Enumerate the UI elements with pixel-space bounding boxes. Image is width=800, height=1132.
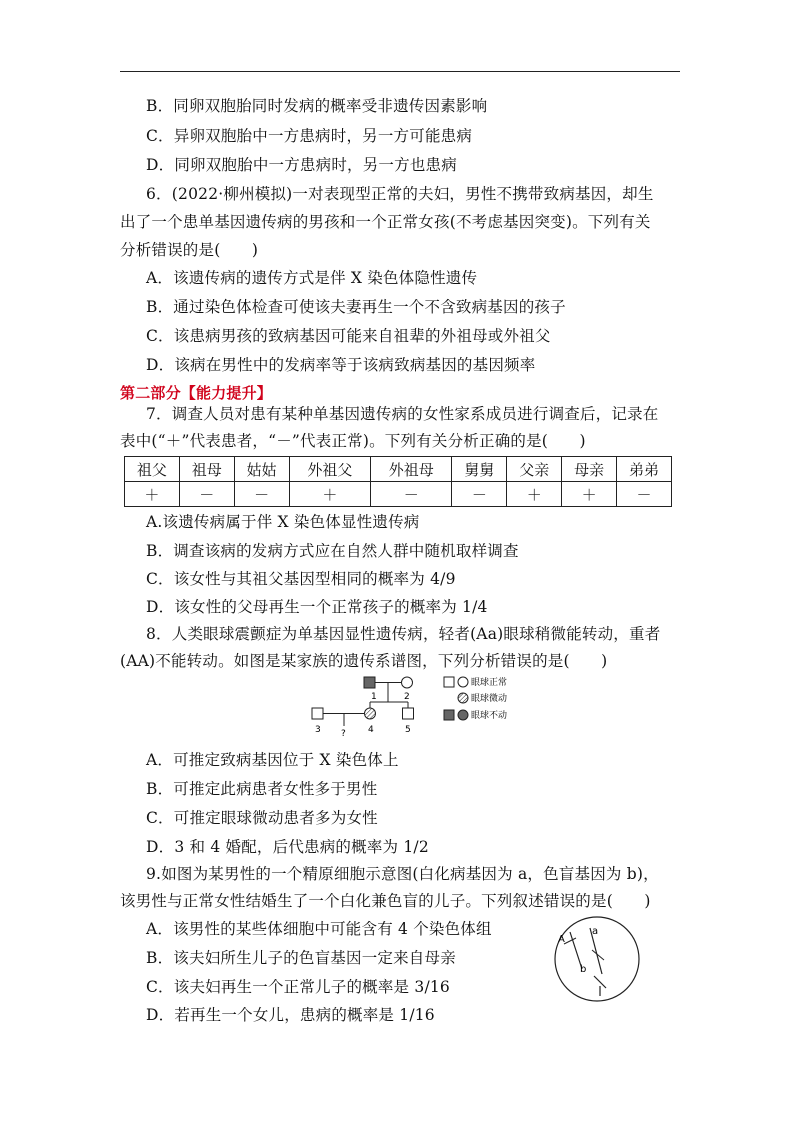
q7-option-c: C．该女性与其祖父基因型相同的概率为 4/9 [146,570,456,588]
table-header-cell: 祖父 [125,457,180,482]
pedigree-label-unknown: ? [341,729,346,738]
legend-slight-female [458,693,468,703]
q9-option-c: C．该夫妇再生一个正常儿子的概率是 3/16 [146,978,450,996]
table-cell: ＋ [125,482,180,507]
table-cell: ＋ [562,482,617,507]
pedigree-label-2: 2 [404,692,410,702]
q7-option-d: D．该女性的父母再生一个正常孩子的概率为 1/4 [146,598,488,616]
q6-stem-line: 出了一个患单基因遗传病的男孩和一个正常女孩(不考虑基因突变)。下列有关 [120,213,651,231]
q8-stem-line: 8．人类眼球震颤症为单基因显性遗传病，轻者(Aa)眼球稍微能转动，重者 [146,625,661,643]
legend-normal-female [458,677,468,687]
gene-label-a: a [592,926,599,937]
pedigree-figure [304,674,554,738]
q6-option-b: B．通过染色体检查可使该夫妻再生一个不含致病基因的孩子 [146,298,566,316]
table-header-cell: 祖母 [179,457,234,482]
gene-label-A: A [558,934,565,945]
table-header-cell: 姑姑 [234,457,289,482]
q9-option-d: D．若再生一个女儿，患病的概率是 1/16 [146,1006,435,1024]
header-rule [120,71,680,72]
pedigree-label-3: 3 [315,725,321,735]
table-header-cell: 母亲 [562,457,617,482]
table-cell: － [234,482,289,507]
q9-option-b: B．该夫妇所生儿子的色盲基因一定来自母亲 [146,949,456,967]
pedigree-male-normal-5 [403,708,414,719]
q9-option-a: A．该男性的某些体细胞中可能含有 4 个染色体组 [146,920,492,938]
pedigree-label-1: 1 [371,692,377,702]
q7-option-a: A.该遗传病属于伴 X 染色体显性遗传病 [146,513,420,531]
legend-normal-male [444,677,454,687]
pedigree-male-normal-3 [312,708,323,719]
legend-immobile-female [458,710,468,720]
table-cell: － [452,482,507,507]
q6-option-d: D．该病在男性中的发病率等于该病致病基因的基因频率 [146,356,536,374]
section-title: 第二部分【能力提升】 [120,384,273,402]
q6-stem-line: 分析错误的是( ) [120,241,259,259]
q9-stem-line: 9.如图为某男性的一个精原细胞示意图(白化病基因为 a，色盲基因为 b)， [146,865,659,883]
q8-stem-line: (AA)不能转动。如图是某家族的遗传系谱图，下列分析错误的是( ) [120,652,608,670]
gene-label-b: b [580,964,587,975]
pedigree-label-5: 5 [405,725,411,735]
table-cell: － [617,482,672,507]
table-cell: ＋ [289,482,370,507]
q6-stem-line: 6．(2022·柳州模拟)一对表现型正常的夫妇，男性不携带致病基因，却生 [146,185,654,203]
q8-option-d: D．3 和 4 婚配，后代患病的概率为 1/2 [146,838,429,856]
q5-option-c: C．异卵双胞胎中一方患病时，另一方可能患病 [146,127,473,145]
table-header-cell: 外祖母 [371,457,452,482]
q6-option-a: A．该遗传病的遗传方式是伴 X 染色体隐性遗传 [146,269,478,287]
legend-label-normal: 眼球正常 [471,678,508,688]
q5-option-b: B．同卵双胞胎同时发病的概率受非遗传因素影响 [146,97,488,115]
q6-option-c: C．该患病男孩的致病基因可能来自祖辈的外祖母或外祖父 [146,327,551,345]
table-cell: － [179,482,234,507]
q8-option-c: C．可推定眼球微动患者多为女性 [146,809,378,827]
q5-option-d: D．同卵双胞胎中一方患病时，另一方也患病 [146,156,457,174]
table-cell: ＋ [507,482,562,507]
legend-label-immobile: 眼球不动 [471,711,508,721]
table-row [125,482,672,507]
pedigree-label-4: 4 [368,725,374,735]
family-survey-table [124,456,672,507]
q7-stem-line: 7．调查人员对患有某种单基因遗传病的女性家系成员进行调查后，记录在 [146,405,659,423]
spermatogonium-figure [552,914,642,1004]
q9-stem-line: 该男性与正常女性结婚生了一个白化兼色盲的儿子。下列叙述错误的是( ) [120,892,651,910]
q7-option-b: B．调查该病的发病方式应在自然人群中随机取样调查 [146,542,519,560]
table-header-cell: 舅舅 [452,457,507,482]
legend-immobile-male [444,710,454,720]
table-header-cell: 外祖父 [289,457,370,482]
q8-option-a: A．可推定致病基因位于 X 染色体上 [146,751,399,769]
pedigree-male-affected-1 [364,677,375,688]
pedigree-female-normal-2 [402,677,413,688]
table-cell: － [371,482,452,507]
table-header-cell: 父亲 [507,457,562,482]
q8-option-b: B．可推定此病患者女性多于男性 [146,780,378,798]
table-header-row [125,457,672,482]
table-header-cell: 弟弟 [617,457,672,482]
q7-stem-line: 表中(“＋”代表患者，“－”代表正常)。下列有关分析正确的是( ) [120,432,586,450]
pedigree-female-slight-4 [365,708,376,719]
legend-label-slight: 眼球微动 [471,694,508,704]
